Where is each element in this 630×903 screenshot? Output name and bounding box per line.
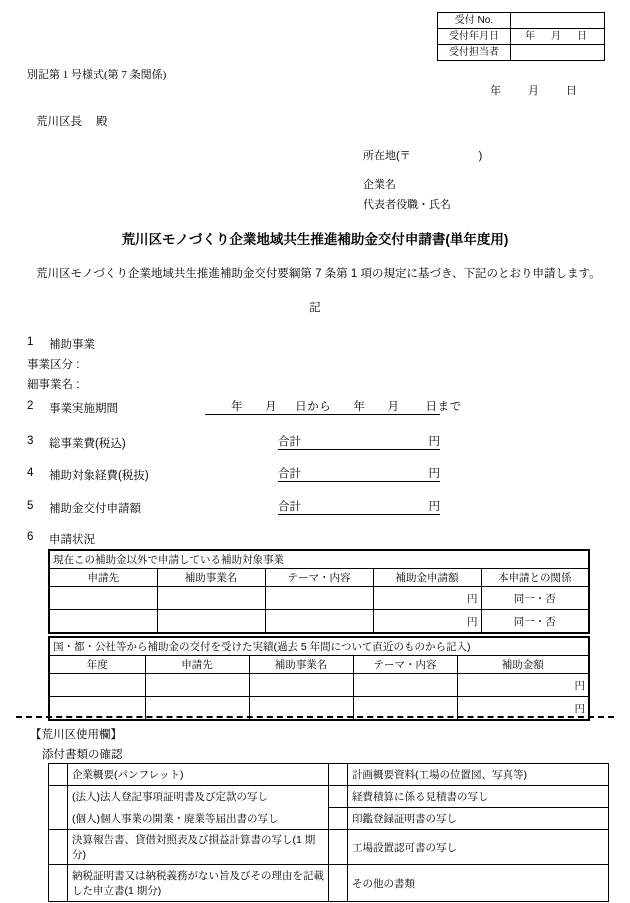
item-3-total-label: 合計 bbox=[278, 436, 301, 448]
cell-theme[interactable] bbox=[265, 610, 373, 634]
cell-theme[interactable] bbox=[265, 587, 373, 610]
checkbox-left-1[interactable] bbox=[49, 764, 68, 786]
receipt-date-label: 受付年月日 bbox=[438, 29, 511, 45]
addressee-name: 荒川区長 bbox=[36, 116, 82, 128]
item-3 bbox=[27, 435, 126, 451]
checklist-row bbox=[49, 830, 609, 865]
header-project-name: 補助事業名 bbox=[157, 569, 265, 587]
receipt-no-value[interactable] bbox=[510, 13, 604, 29]
item-3-number: 3 bbox=[27, 435, 34, 447]
page-title: 荒川区モノづくり企業地域共生推進補助金交付申請書(単年度用) bbox=[121, 232, 509, 247]
item-4-label: 補助対象経費(税抜) bbox=[49, 470, 149, 482]
checklist-left-item-5: 納税証明書又は納税義務がない旨及びその理由を記載した申立書(1 期分) bbox=[68, 865, 329, 902]
checkbox-right-2[interactable] bbox=[329, 786, 348, 808]
item-5-total-label: 合計 bbox=[278, 501, 301, 513]
period-day-from: 日から bbox=[295, 401, 332, 413]
table-header-row bbox=[49, 656, 589, 674]
item-2 bbox=[27, 400, 118, 416]
item-1-sub-1[interactable]: 事業区分 : bbox=[27, 359, 80, 371]
applicant-representative-label[interactable]: 代表者役職・氏名 bbox=[363, 199, 451, 211]
table-caption-row bbox=[49, 550, 589, 569]
addressee-honorific: 殿 bbox=[96, 116, 108, 128]
cell-subsidy-amount[interactable]: 円 bbox=[457, 697, 589, 721]
header-theme: テーマ・内容 bbox=[353, 656, 457, 674]
item-1-number: 1 bbox=[27, 336, 34, 348]
table-row bbox=[49, 610, 589, 634]
cell-applicant-to[interactable] bbox=[145, 674, 249, 697]
attachment-checklist-table bbox=[48, 763, 609, 902]
item-1 bbox=[27, 336, 95, 392]
checklist-right-item-4: 工場設置認可書の写し bbox=[348, 830, 609, 865]
cell-relation[interactable]: 同一・否 bbox=[481, 610, 589, 634]
item-1-sub-2[interactable]: 細事業名 : bbox=[27, 379, 80, 391]
checklist-right-item-2: 経費積算に係る見積書の写し bbox=[348, 786, 609, 808]
checkbox-left-2[interactable] bbox=[49, 786, 68, 830]
ward-use-heading: 【荒川区使用欄】 bbox=[30, 729, 122, 741]
item-6-number: 6 bbox=[27, 531, 34, 543]
period-day-to: 日まで bbox=[425, 401, 462, 413]
cell-amount[interactable]: 円 bbox=[373, 610, 481, 634]
section-divider bbox=[16, 716, 614, 718]
period-year-from: 年 bbox=[231, 401, 244, 413]
ki-mark: 記 bbox=[309, 302, 321, 314]
receipt-row bbox=[438, 29, 605, 45]
cell-fiscal-year[interactable] bbox=[49, 674, 145, 697]
table-row bbox=[49, 674, 589, 697]
item-3-label: 総事業費(税込) bbox=[49, 438, 126, 450]
receipt-row bbox=[438, 13, 605, 29]
header-relation: 本申請との関係 bbox=[481, 569, 589, 587]
item-1-label: 補助事業 bbox=[49, 339, 95, 351]
checklist-right-item-5: その他の書類 bbox=[348, 865, 609, 902]
checkbox-left-4[interactable] bbox=[49, 865, 68, 902]
item-4-amount-field[interactable] bbox=[278, 465, 440, 482]
checkbox-right-3[interactable] bbox=[329, 808, 348, 830]
checklist-left-item-1: 企業概要(パンフレット) bbox=[68, 764, 329, 786]
checklist-row bbox=[49, 786, 609, 808]
lead-paragraph: 荒川区モノづくり企業地域共生推進補助金交付要綱第 7 条第 1 項の規定に基づき、下記のとおり申請します。 bbox=[36, 268, 601, 280]
cell-theme[interactable] bbox=[353, 674, 457, 697]
header-project-name: 補助事業名 bbox=[249, 656, 353, 674]
checklist-row bbox=[49, 808, 609, 830]
current-applications-table bbox=[48, 549, 590, 634]
item-5 bbox=[27, 500, 141, 516]
item-2-period-field[interactable] bbox=[205, 398, 462, 415]
item-5-unit: 円 bbox=[428, 501, 440, 513]
checklist-left-item-4: 決算報告書、貸借対照表及び損益計算書の写し(1 期分) bbox=[68, 830, 329, 865]
applicant-company-label[interactable]: 企業名 bbox=[363, 179, 396, 191]
header-fiscal-year: 年度 bbox=[49, 656, 145, 674]
attachment-check-label: 添付書類の確認 bbox=[42, 749, 123, 761]
checklist-left-item-3: (個人)個人事業の開業・廃業等届出書の写し bbox=[68, 808, 329, 830]
receipt-no-label: 受付 No. bbox=[438, 13, 511, 29]
receipt-staff-label: 受付担当者 bbox=[438, 45, 511, 61]
item-5-amount-field[interactable] bbox=[278, 498, 440, 515]
checklist-left-item-2: (法人)法人登記事項証明書及び定款の写し bbox=[68, 786, 329, 808]
item-6 bbox=[27, 531, 95, 547]
item-4-number: 4 bbox=[27, 467, 34, 479]
header-subsidy-amount: 補助金額 bbox=[457, 656, 589, 674]
cell-relation[interactable]: 同一・否 bbox=[481, 587, 589, 610]
item-3-unit: 円 bbox=[428, 436, 440, 448]
cell-amount[interactable]: 円 bbox=[373, 587, 481, 610]
cell-subsidy-amount[interactable]: 円 bbox=[457, 674, 589, 697]
checklist-right-item-1: 計画概要資料(工場の位置図、写真等) bbox=[348, 764, 609, 786]
receipt-date-value[interactable]: 年 月 日 bbox=[510, 29, 604, 45]
item-4-total-label: 合計 bbox=[278, 468, 301, 480]
table-header-row bbox=[49, 569, 589, 587]
cell-applicant-to[interactable] bbox=[49, 587, 157, 610]
checklist-right-item-3: 印鑑登録証明書の写し bbox=[348, 808, 609, 830]
current-table-caption: 現在この補助金以外で申請している補助対象事業 bbox=[49, 550, 589, 569]
checkbox-right-4[interactable] bbox=[329, 830, 348, 865]
address-prefix: 所在地(〒 bbox=[363, 150, 411, 162]
cell-project-name[interactable] bbox=[157, 610, 265, 634]
applicant-block bbox=[363, 146, 482, 215]
period-month-to: 月 bbox=[387, 401, 400, 413]
item-3-amount-field[interactable] bbox=[278, 433, 440, 450]
checkbox-left-3[interactable] bbox=[49, 830, 68, 865]
header-applicant-to: 申請先 bbox=[49, 569, 157, 587]
receipt-box bbox=[437, 12, 605, 61]
address-suffix: ) bbox=[478, 150, 483, 162]
checklist-row bbox=[49, 764, 609, 786]
applicant-address-line[interactable] bbox=[363, 146, 482, 166]
cell-project-name[interactable] bbox=[249, 674, 353, 697]
subsidy-history-table bbox=[48, 636, 590, 721]
checkbox-right-1[interactable] bbox=[329, 764, 348, 786]
checkbox-right-5[interactable] bbox=[329, 865, 348, 902]
document-date[interactable]: 年 月 日 bbox=[490, 85, 579, 97]
item-5-number: 5 bbox=[27, 500, 34, 512]
period-month-from: 月 bbox=[265, 401, 278, 413]
item-4-unit: 円 bbox=[428, 468, 440, 480]
cell-applicant-to[interactable] bbox=[49, 610, 157, 634]
item-4 bbox=[27, 467, 149, 483]
period-year-to: 年 bbox=[353, 401, 366, 413]
item-2-number: 2 bbox=[27, 400, 34, 412]
receipt-row bbox=[438, 45, 605, 61]
table-row bbox=[49, 587, 589, 610]
table-caption-row bbox=[49, 637, 589, 656]
header-theme: テーマ・内容 bbox=[265, 569, 373, 587]
cell-project-name[interactable] bbox=[157, 587, 265, 610]
addressee bbox=[36, 113, 108, 129]
checklist-row bbox=[49, 865, 609, 902]
receipt-staff-value[interactable] bbox=[510, 45, 604, 61]
item-2-label: 事業実施期間 bbox=[49, 403, 118, 415]
form-id: 別記第 1 号様式(第 7 条関係) bbox=[27, 69, 167, 81]
header-amount: 補助金申請額 bbox=[373, 569, 481, 587]
item-6-label: 申請状況 bbox=[49, 534, 95, 546]
history-table-caption: 国・都・公社等から補助金の交付を受けた実績(過去 5 年間について直近のものから記入) bbox=[49, 637, 589, 656]
header-applicant-to: 申請先 bbox=[145, 656, 249, 674]
item-5-label: 補助金交付申請額 bbox=[49, 503, 141, 515]
